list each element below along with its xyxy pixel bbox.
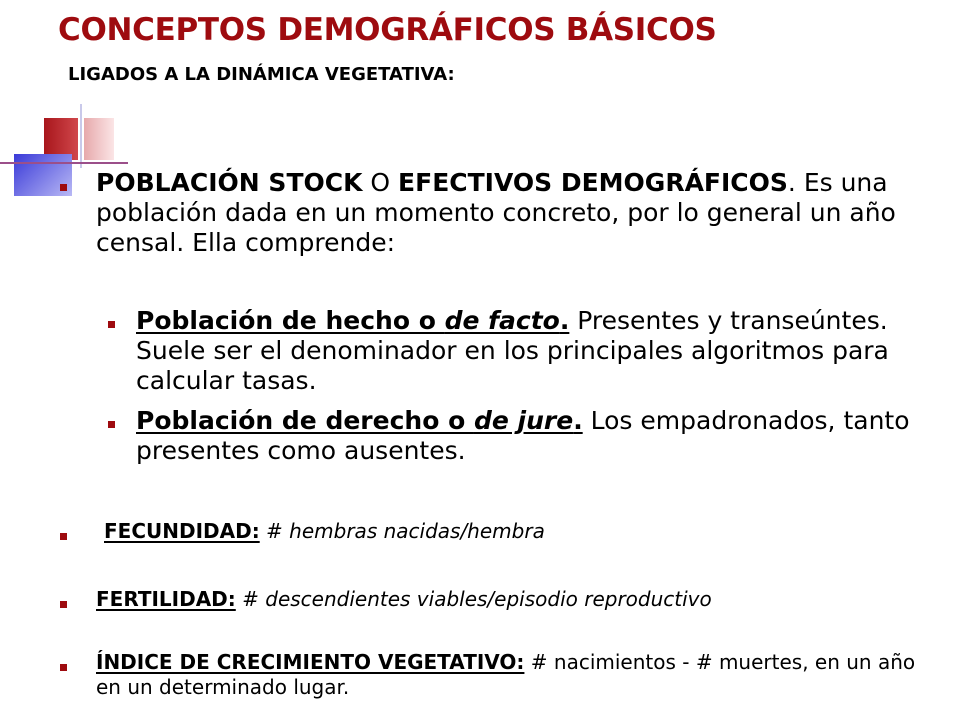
definition-text: Los empadronados, tanto presentes como ausentes. — [136, 406, 910, 465]
term-indice-crecimiento: ÍNDICE DE CRECIMIENTO VEGETATIVO: — [96, 650, 525, 674]
logo-horizontal-line — [0, 162, 128, 164]
term-fecundidad: FECUNDIDAD: — [104, 519, 260, 543]
item-poblacion-de-hecho — [136, 306, 936, 396]
bullet-icon — [60, 664, 67, 671]
definition-text: Presentes y transeúntes. Suele ser el denominador en los principales algoritmos para calcular tasas. — [136, 306, 889, 395]
item-poblacion-stock — [96, 168, 926, 258]
item-poblacion-de-derecho — [136, 406, 936, 466]
bullet-icon — [60, 533, 67, 540]
term-poblacion-stock: POBLACIÓN STOCK — [96, 168, 363, 197]
bullet-icon — [108, 421, 115, 428]
term-italic: de facto — [444, 306, 560, 335]
term-efectivos-demograficos: EFECTIVOS DEMOGRÁFICOS — [398, 168, 788, 197]
logo-vertical-line — [80, 104, 82, 168]
definition-text: # descendientes viables/episodio reproductivo — [235, 587, 712, 611]
term-poblacion-de-hecho — [136, 306, 569, 335]
term-poblacion-de-derecho — [136, 406, 583, 435]
term-end: . — [559, 306, 570, 335]
bullet-icon — [60, 601, 67, 608]
term-text: Población de derecho o — [136, 406, 474, 435]
item-fecundidad — [104, 519, 924, 544]
page-subtitle: LIGADOS A LA DINÁMICA VEGETATIVA: — [68, 64, 455, 85]
term-end: . — [573, 406, 583, 435]
bullet-icon — [60, 184, 67, 191]
connector-text: O — [362, 168, 399, 197]
page-title: CONCEPTOS DEMOGRÁFICOS BÁSICOS — [58, 12, 717, 48]
definition-text: # nacimientos - # muertes, en un año en un determinado lugar. — [96, 650, 916, 699]
term-fertilidad: FERTILIDAD: — [96, 587, 236, 611]
bullet-icon — [108, 321, 115, 328]
logo-pink-block — [84, 118, 114, 160]
term-text: Población de hecho o — [136, 306, 445, 335]
item-fertilidad — [96, 587, 916, 612]
item-indice-crecimiento-vegetativo — [96, 650, 916, 700]
term-italic: de jure — [473, 406, 574, 435]
definition-text: # hembras nacidas/hembra — [259, 519, 545, 543]
definition-text: . Es una población dada en un momento concreto, por lo general un año censal. Ella comprende: — [96, 168, 896, 257]
